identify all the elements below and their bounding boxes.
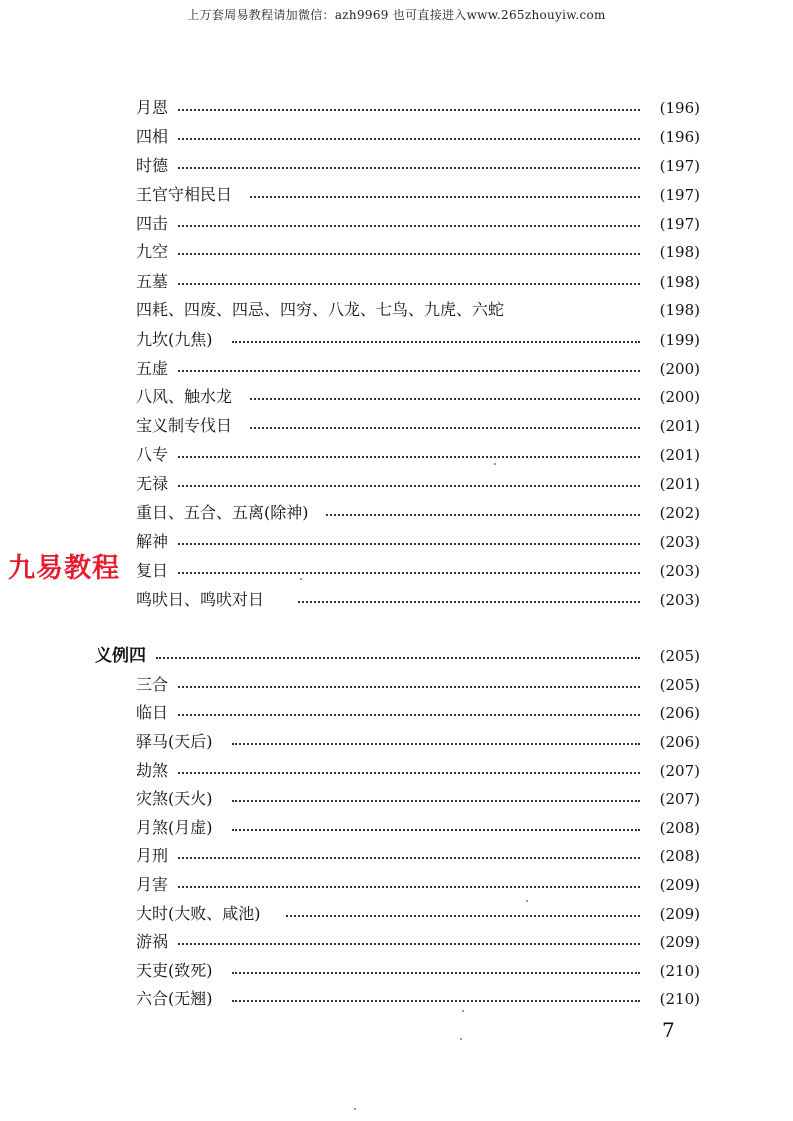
toc-leader-dots [250, 196, 640, 198]
toc-entry-page: (197) [659, 186, 700, 204]
toc-leader-dots [178, 543, 640, 545]
toc-entry [0, 844, 793, 868]
page-header-text: 上万套周易教程请加微信：azh9969 也可直接进入www.265zhouyiw.com [187, 8, 606, 22]
toc-entry-label: 游祸 [136, 932, 169, 951]
toc-entry-label: 月刑 [136, 846, 169, 865]
watermark-logo: 九易教程 [8, 553, 120, 584]
toc-entry-page: (200) [659, 360, 700, 378]
toc-entry-page: (201) [659, 446, 700, 464]
toc-entry-page: (201) [659, 417, 700, 435]
toc-leader-dots [178, 572, 640, 574]
toc-leader-dots [232, 829, 640, 831]
toc-leader-dots [178, 857, 640, 859]
toc-entry-label: 九坎(九焦) [136, 330, 213, 349]
toc-section-heading [0, 644, 793, 668]
toc-leader-dots [178, 253, 640, 255]
toc-leader-dots [178, 714, 640, 716]
toc-entry [0, 759, 793, 783]
toc-leader-dots [250, 398, 640, 400]
toc-leader-dots [178, 167, 640, 169]
toc-entry-page: (206) [659, 704, 700, 722]
toc-entry [0, 357, 793, 381]
toc-section-label: 义例四 [95, 646, 146, 666]
toc-entry-label: 九空 [136, 242, 169, 261]
toc-entry [0, 959, 793, 983]
scan-speck [300, 578, 302, 580]
toc-entry-page: (205) [659, 676, 700, 694]
toc-entry-page: (206) [659, 733, 700, 751]
toc-entry-page: (203) [659, 533, 700, 551]
toc-entry-label: 八专 [136, 445, 169, 464]
toc-entry-label: 八风、触水龙 [136, 387, 233, 406]
toc-entry [0, 588, 793, 612]
page-number: 7 [662, 1018, 675, 1042]
toc-entry-page: (200) [659, 388, 700, 406]
toc-entry-page: (197) [659, 157, 700, 175]
toc-entry-page: (201) [659, 475, 700, 493]
toc-leader-dots [232, 972, 640, 974]
toc-leader-dots [178, 686, 640, 688]
scan-speck [460, 1038, 462, 1040]
toc-leader-dots [178, 772, 640, 774]
toc-leader-dots [298, 601, 640, 603]
toc-leader-dots [286, 915, 640, 917]
toc-entry-page: (196) [659, 128, 700, 146]
toc-entry-page: (198) [659, 243, 700, 261]
scan-speck [354, 1108, 356, 1110]
toc-entry-label: 月煞(月虚) [136, 818, 213, 837]
toc-entry-page: (208) [659, 819, 700, 837]
toc-entry-label: 劫煞 [136, 761, 169, 780]
toc-entry-page: (207) [659, 762, 700, 780]
toc-entry [0, 787, 793, 811]
toc-entry-label: 四耗、四废、四忌、四穷、八龙、七鸟、九虎、六蛇 [136, 300, 505, 319]
toc-entry-label: 五墓 [136, 272, 169, 291]
toc-entry-page: (205) [659, 647, 700, 665]
toc-entry-label: 鸣吠日、鸣吠对日 [136, 590, 265, 609]
toc-entry-label: 五虚 [136, 359, 169, 378]
toc-entry-page: (203) [659, 562, 700, 580]
toc-entry-page: (196) [659, 99, 700, 117]
toc-entry [0, 125, 793, 149]
toc-leader-dots [232, 1000, 640, 1002]
toc-entry-label: 解神 [136, 532, 169, 551]
toc-leader-dots [178, 109, 640, 111]
toc-entry-page: (199) [659, 331, 700, 349]
toc-entry [0, 987, 793, 1011]
toc-entry [0, 701, 793, 725]
toc-entry-page: (210) [659, 990, 700, 1008]
toc-entry-label: 大时(大败、咸池) [136, 904, 261, 923]
toc-entry-label: 王官守相民日 [136, 185, 233, 204]
toc-entry [0, 816, 793, 840]
toc-entry-page: (209) [659, 876, 700, 894]
toc-entry-label: 月恩 [136, 98, 169, 117]
toc-entry [0, 873, 793, 897]
toc-entry-label: 驿马(天后) [136, 732, 213, 751]
toc-entry-label: 灾煞(天火) [136, 789, 213, 808]
scan-speck [526, 900, 528, 902]
toc-leader-dots [178, 943, 640, 945]
toc-leader-dots [178, 456, 640, 458]
toc-entry-label: 天吏(致死) [136, 961, 213, 980]
toc-leader-dots [178, 485, 640, 487]
toc-entry [0, 96, 793, 120]
toc-entry-label: 四击 [136, 214, 169, 233]
toc-entry [0, 472, 793, 496]
toc-entry-page: (209) [659, 905, 700, 923]
toc-leader-dots [178, 283, 640, 285]
toc-entry [0, 183, 793, 207]
toc-entry-page: (209) [659, 933, 700, 951]
toc-entry [0, 730, 793, 754]
toc-entry [0, 902, 793, 926]
toc-entry-page: (203) [659, 591, 700, 609]
toc-entry-label: 六合(无翘) [136, 989, 213, 1008]
scan-speck [494, 463, 496, 465]
toc-entry [0, 154, 793, 178]
toc-entry [0, 328, 793, 352]
toc-leader-dots [232, 800, 640, 802]
toc-leader-dots [326, 514, 640, 516]
toc-entry-page: (198) [659, 301, 700, 319]
toc-entry-page: (210) [659, 962, 700, 980]
toc-entry-page: (197) [659, 215, 700, 233]
toc-entry-label: 临日 [136, 703, 169, 722]
toc-entry-label: 复日 [136, 561, 169, 580]
toc-entry-label: 三合 [136, 675, 169, 694]
toc-entry-label: 重日、五合、五离(除神) [136, 503, 309, 522]
toc-entry [0, 270, 793, 294]
toc-entry-page: (207) [659, 790, 700, 808]
toc-entry-page: (198) [659, 273, 700, 291]
toc-entry-page: (202) [659, 504, 700, 522]
toc-leader-dots [178, 886, 640, 888]
toc-leader-dots [250, 427, 640, 429]
toc-entry [0, 501, 793, 525]
toc-entry-label: 无禄 [136, 474, 169, 493]
toc-entry-label: 月害 [136, 875, 169, 894]
toc-entry [0, 240, 793, 264]
toc-leader-dots [232, 743, 640, 745]
toc-entry [0, 930, 793, 954]
toc-leader-dots [232, 341, 640, 343]
toc-entry-label: 时德 [136, 156, 169, 175]
toc-leader-dots [178, 138, 640, 140]
toc-leader-dots [178, 225, 640, 227]
toc-entry-label: 四相 [136, 127, 169, 146]
toc-entry [0, 298, 793, 322]
toc-entry [0, 212, 793, 236]
toc-entry [0, 673, 793, 697]
scan-speck [462, 1010, 464, 1012]
toc-entry [0, 414, 793, 438]
toc-entry-page: (208) [659, 847, 700, 865]
toc-entry-label: 宝义制专伐日 [136, 416, 233, 435]
toc-leader-dots [178, 370, 640, 372]
toc-entry [0, 385, 793, 409]
toc-entry [0, 443, 793, 467]
toc-leader-dots [156, 657, 640, 659]
